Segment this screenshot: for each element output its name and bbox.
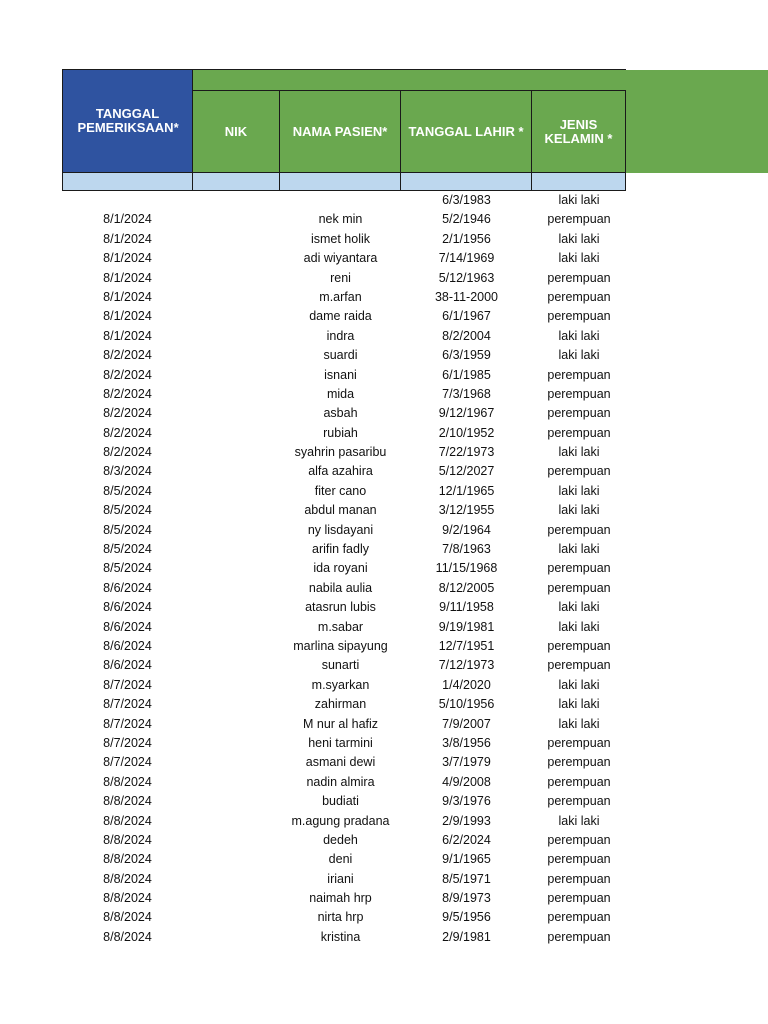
cell-nama-pasien[interactable]: reni <box>330 270 351 285</box>
cell-jenis-kelamin[interactable]: perempuan <box>547 910 611 925</box>
cell-tanggal-pemeriksaan[interactable]: 8/7/2024 <box>103 716 152 731</box>
cell-jenis-kelamin[interactable]: perempuan <box>547 561 611 576</box>
cell-tanggal-pemeriksaan[interactable]: 8/8/2024 <box>103 910 152 925</box>
table-row <box>62 230 626 249</box>
header-nik-label: NIK <box>224 123 248 139</box>
cell-jenis-kelamin[interactable]: perempuan <box>547 774 611 789</box>
cell-nama-pasien[interactable]: fiter cano <box>314 483 367 498</box>
cell-jenis-kelamin[interactable]: perempuan <box>547 464 611 479</box>
cell-tanggal-lahir[interactable]: 9/11/1958 <box>439 600 494 615</box>
cell-tanggal-lahir[interactable]: 4/9/2008 <box>442 774 491 789</box>
cell-jenis-kelamin[interactable]: perempuan <box>547 367 611 382</box>
cell-tanggal-pemeriksaan[interactable]: 8/2/2024 <box>103 367 152 382</box>
table-row <box>62 559 626 578</box>
cell-jenis-kelamin[interactable]: perempuan <box>547 794 611 809</box>
header-tanggal-pemeriksaan-label: TANGGAL PEMERIKSAAN* <box>77 106 179 135</box>
cell-nama-pasien[interactable]: asbah <box>323 406 358 421</box>
cell-nama-pasien[interactable]: kristina <box>320 929 361 944</box>
cell-tanggal-lahir[interactable]: 12/7/1951 <box>438 638 495 653</box>
header-nik[interactable] <box>192 90 280 173</box>
cell-nama-pasien[interactable]: marlina sipayung <box>293 638 388 653</box>
cell-tanggal-pemeriksaan[interactable]: 8/1/2024 <box>103 289 152 304</box>
cell-tanggal-lahir[interactable]: 9/2/1964 <box>442 522 491 537</box>
cell-tanggal-lahir[interactable]: 6/1/1985 <box>442 367 491 382</box>
cell-jenis-kelamin[interactable]: perempuan <box>547 386 611 401</box>
cell-tanggal-pemeriksaan[interactable]: 8/2/2024 <box>103 445 152 460</box>
table-row <box>62 889 626 908</box>
table-row <box>62 637 626 656</box>
cell-nama-pasien[interactable]: heni tarmini <box>308 735 373 750</box>
cell-tanggal-lahir[interactable]: 3/8/1956 <box>442 735 491 750</box>
header-nama-pasien[interactable] <box>279 90 401 173</box>
cell-nama-pasien[interactable]: asmani dewi <box>305 755 376 770</box>
cell-nama-pasien[interactable]: indra <box>326 328 355 343</box>
cell-jenis-kelamin[interactable]: laki laki <box>558 813 600 828</box>
table-row <box>62 676 626 695</box>
cell-jenis-kelamin[interactable]: laki laki <box>558 251 600 266</box>
cell-nama-pasien[interactable]: isnani <box>324 367 357 382</box>
table-row <box>62 831 626 850</box>
cell-tanggal-lahir[interactable]: 38-11-2000 <box>434 289 498 304</box>
cell-nama-pasien[interactable]: M nur al hafiz <box>302 716 379 731</box>
cell-nama-pasien[interactable]: naimah hrp <box>309 891 372 906</box>
cell-tanggal-lahir[interactable]: 9/12/1967 <box>438 406 495 421</box>
cell-jenis-kelamin[interactable]: perempuan <box>547 852 611 867</box>
subheader-cell-lahir[interactable] <box>400 172 532 191</box>
cell-jenis-kelamin[interactable]: perempuan <box>547 580 611 595</box>
cell-tanggal-lahir[interactable]: 9/1/1965 <box>442 852 491 867</box>
table-row <box>62 908 626 927</box>
cell-jenis-kelamin[interactable]: perempuan <box>547 735 611 750</box>
cell-tanggal-pemeriksaan[interactable]: 8/5/2024 <box>103 522 152 537</box>
cell-nama-pasien[interactable]: nadin almira <box>306 774 375 789</box>
table-row <box>62 462 626 481</box>
cell-tanggal-lahir[interactable]: 12/1/1965 <box>438 483 495 498</box>
cell-nama-pasien[interactable]: adi wiyantara <box>303 251 378 266</box>
cell-tanggal-pemeriksaan[interactable]: 8/8/2024 <box>103 929 152 944</box>
cell-nama-pasien[interactable]: ida royani <box>313 561 368 576</box>
table-row <box>62 249 626 268</box>
table-row <box>62 598 626 617</box>
cell-tanggal-lahir[interactable]: 2/10/1952 <box>438 425 495 440</box>
header-jenis-kelamin-label: JENIS KELAMIN * <box>544 116 613 146</box>
cell-nama-pasien[interactable]: m.arfan <box>319 289 362 304</box>
cell-tanggal-pemeriksaan[interactable]: 8/5/2024 <box>103 503 152 518</box>
cell-nama-pasien[interactable]: zahirman <box>314 697 367 712</box>
cell-tanggal-lahir[interactable]: 11/15/1968 <box>435 561 498 576</box>
table-row <box>62 773 626 792</box>
cell-tanggal-lahir[interactable]: 7/9/2007 <box>442 716 491 731</box>
cell-tanggal-pemeriksaan[interactable]: 8/6/2024 <box>103 600 152 615</box>
cell-nama-pasien[interactable]: deni <box>328 852 353 867</box>
table-row <box>62 870 626 889</box>
cell-tanggal-pemeriksaan[interactable]: 8/1/2024 <box>103 212 152 227</box>
cell-nama-pasien[interactable]: sunarti <box>321 658 360 673</box>
cell-tanggal-lahir[interactable]: 5/2/1946 <box>442 212 491 227</box>
table-row <box>62 753 626 772</box>
cell-nama-pasien[interactable]: mida <box>326 386 355 401</box>
cell-tanggal-lahir[interactable]: 6/2/2024 <box>442 832 491 847</box>
cell-nama-pasien[interactable]: suardi <box>323 348 358 363</box>
cell-tanggal-lahir[interactable]: 7/22/1973 <box>438 445 495 460</box>
cell-tanggal-pemeriksaan[interactable]: 8/8/2024 <box>103 794 152 809</box>
header-top-border <box>192 69 626 70</box>
table-row <box>62 715 626 734</box>
cell-tanggal-pemeriksaan[interactable]: 8/1/2024 <box>103 251 152 266</box>
cell-jenis-kelamin[interactable]: laki laki <box>558 231 600 246</box>
cell-nama-pasien[interactable]: ismet holik <box>310 231 371 246</box>
cell-tanggal-lahir[interactable]: 2/1/1956 <box>442 231 491 246</box>
cell-jenis-kelamin[interactable]: perempuan <box>547 755 611 770</box>
cell-tanggal-lahir[interactable]: 8/5/1971 <box>442 871 491 886</box>
cell-tanggal-pemeriksaan[interactable]: 8/5/2024 <box>103 561 152 576</box>
cell-tanggal-lahir[interactable]: 7/8/1963 <box>442 542 491 557</box>
cell-tanggal-lahir[interactable]: 8/2/2004 <box>442 328 491 343</box>
cell-tanggal-lahir[interactable]: 8/12/2005 <box>438 580 495 595</box>
cell-tanggal-lahir[interactable]: 6/3/1959 <box>442 348 491 363</box>
cell-nama-pasien[interactable]: alfa azahira <box>308 464 373 479</box>
cell-nama-pasien[interactable]: rubiah <box>323 425 358 440</box>
cell-jenis-kelamin[interactable]: laki laki <box>558 600 600 615</box>
cell-tanggal-lahir[interactable]: 6/3/1983 <box>442 193 491 207</box>
cell-tanggal-lahir[interactable]: 6/1/1967 <box>442 309 491 324</box>
cell-tanggal-pemeriksaan[interactable]: 8/7/2024 <box>103 735 152 750</box>
table-row <box>62 385 626 404</box>
cell-jenis-kelamin[interactable]: perempuan <box>547 658 611 673</box>
cell-tanggal-lahir[interactable]: 7/14/1969 <box>438 251 495 266</box>
cell-tanggal-pemeriksaan[interactable]: 8/2/2024 <box>103 406 152 421</box>
cell-tanggal-lahir[interactable]: 9/3/1976 <box>442 794 491 809</box>
table-row <box>62 366 626 385</box>
cell-jenis-kelamin[interactable]: laki laki <box>558 503 600 518</box>
table-row <box>62 501 626 520</box>
cell-tanggal-pemeriksaan[interactable]: 8/7/2024 <box>103 697 152 712</box>
table-row <box>62 618 626 637</box>
table-row <box>62 210 626 229</box>
cell-jenis-kelamin[interactable]: perempuan <box>547 289 611 304</box>
cell-nama-pasien[interactable]: iriani <box>327 871 354 886</box>
table-row <box>62 734 626 753</box>
cell-tanggal-lahir[interactable]: 9/19/1981 <box>438 619 495 634</box>
table-row <box>62 540 626 559</box>
cell-tanggal-lahir[interactable]: 5/10/1956 <box>438 697 495 712</box>
cell-nama-pasien[interactable]: syahrin pasaribu <box>294 445 387 460</box>
cell-tanggal-pemeriksaan[interactable]: 8/2/2024 <box>103 386 152 401</box>
table-row <box>62 404 626 423</box>
cell-tanggal-pemeriksaan[interactable]: 8/8/2024 <box>103 832 152 847</box>
cell-tanggal-pemeriksaan[interactable]: 8/6/2024 <box>103 580 152 595</box>
cell-nama-pasien[interactable]: abdul manan <box>304 503 377 518</box>
cell-jenis-kelamin[interactable]: laki laki <box>558 697 600 712</box>
subheader-cell-nik[interactable] <box>192 172 280 191</box>
cell-tanggal-lahir[interactable]: 2/9/1981 <box>442 929 491 944</box>
table-row <box>62 521 626 540</box>
header-jenis-kelamin[interactable] <box>531 90 626 173</box>
cell-nama-pasien[interactable]: m.sabar <box>317 619 364 634</box>
cell-jenis-kelamin[interactable]: perempuan <box>547 212 611 227</box>
cell-jenis-kelamin[interactable]: laki laki <box>558 445 600 460</box>
header-nama-pasien-label: NAMA PASIEN* <box>292 123 388 139</box>
cell-nama-pasien[interactable]: m.syarkan <box>311 677 370 692</box>
header-tanggal-pemeriksaan[interactable] <box>62 69 193 173</box>
cell-jenis-kelamin[interactable]: laki laki <box>558 348 600 363</box>
header-tanggal-lahir-label: TANGGAL LAHIR * <box>408 123 524 139</box>
cell-jenis-kelamin[interactable]: perempuan <box>547 871 611 886</box>
cell-tanggal-pemeriksaan[interactable]: 8/5/2024 <box>103 542 152 557</box>
cell-nama-pasien[interactable]: dedeh <box>323 832 358 847</box>
cell-tanggal-lahir[interactable]: 3/12/1955 <box>438 503 495 518</box>
table-row <box>62 579 626 598</box>
cell-tanggal-pemeriksaan[interactable]: 8/8/2024 <box>103 813 152 828</box>
cell-tanggal-pemeriksaan[interactable]: 8/8/2024 <box>103 871 152 886</box>
cell-jenis-kelamin[interactable]: perempuan <box>547 929 611 944</box>
cell-jenis-kelamin[interactable]: perempuan <box>547 891 611 906</box>
cell-tanggal-pemeriksaan[interactable]: 8/6/2024 <box>103 658 152 673</box>
cell-jenis-kelamin[interactable]: perempuan <box>547 425 611 440</box>
table-row <box>62 482 626 501</box>
cell-tanggal-pemeriksaan[interactable]: 8/7/2024 <box>103 677 152 692</box>
cell-jenis-kelamin[interactable]: perempuan <box>547 406 611 421</box>
cell-nama-pasien[interactable]: atasrun lubis <box>305 600 376 615</box>
table-row <box>62 424 626 443</box>
cell-jenis-kelamin[interactable]: laki laki <box>558 716 600 731</box>
cell-nama-pasien[interactable]: ny lisdayani <box>307 522 374 537</box>
cell-tanggal-pemeriksaan[interactable]: 8/1/2024 <box>103 328 152 343</box>
cell-tanggal-pemeriksaan[interactable]: 8/2/2024 <box>103 425 152 440</box>
cell-jenis-kelamin[interactable]: perempuan <box>547 309 611 324</box>
cell-jenis-kelamin[interactable]: laki laki <box>558 193 600 207</box>
table-row <box>62 928 626 947</box>
cell-nama-pasien[interactable]: budiati <box>322 794 359 809</box>
patient-table-body <box>62 191 626 947</box>
table-row <box>62 191 626 210</box>
cell-tanggal-pemeriksaan[interactable]: 8/2/2024 <box>103 348 152 363</box>
cell-tanggal-pemeriksaan[interactable]: 8/6/2024 <box>103 638 152 653</box>
cell-tanggal-lahir[interactable]: 8/9/1973 <box>442 891 491 906</box>
table-row <box>62 327 626 346</box>
subheader-cell-nama[interactable] <box>279 172 401 191</box>
cell-tanggal-lahir[interactable]: 1/4/2020 <box>442 677 491 692</box>
cell-tanggal-pemeriksaan[interactable]: 8/1/2024 <box>103 309 152 324</box>
cell-nama-pasien[interactable]: arifin fadly <box>312 542 369 557</box>
cell-tanggal-lahir[interactable]: 5/12/2027 <box>438 464 495 479</box>
table-row <box>62 346 626 365</box>
cell-tanggal-pemeriksaan[interactable]: 8/8/2024 <box>103 774 152 789</box>
cell-jenis-kelamin[interactable]: laki laki <box>558 483 600 498</box>
cell-tanggal-pemeriksaan[interactable]: 8/6/2024 <box>103 619 152 634</box>
cell-jenis-kelamin[interactable]: laki laki <box>558 677 600 692</box>
cell-jenis-kelamin[interactable]: perempuan <box>547 270 611 285</box>
cell-nama-pasien[interactable]: nek min <box>318 212 363 227</box>
cell-jenis-kelamin[interactable]: perempuan <box>547 832 611 847</box>
table-row <box>62 269 626 288</box>
cell-tanggal-pemeriksaan[interactable]: 8/8/2024 <box>103 852 152 867</box>
cell-tanggal-lahir[interactable]: 2/9/1993 <box>442 813 491 828</box>
table-row <box>62 656 626 675</box>
table-row <box>62 307 626 326</box>
subheader-cell-jenis[interactable] <box>531 172 626 191</box>
cell-nama-pasien[interactable]: m.agung pradana <box>291 813 390 828</box>
cell-jenis-kelamin[interactable]: laki laki <box>558 328 600 343</box>
cell-tanggal-pemeriksaan[interactable]: 8/8/2024 <box>103 891 152 906</box>
table-row <box>62 443 626 462</box>
cell-nama-pasien[interactable]: dame raida <box>309 309 372 324</box>
cell-tanggal-pemeriksaan[interactable]: 8/3/2024 <box>103 464 152 479</box>
cell-tanggal-pemeriksaan[interactable]: 8/5/2024 <box>103 483 152 498</box>
cell-tanggal-lahir[interactable]: 3/7/1979 <box>442 755 491 770</box>
cell-jenis-kelamin[interactable]: laki laki <box>558 542 600 557</box>
table-row <box>62 792 626 811</box>
cell-tanggal-pemeriksaan[interactable]: 8/1/2024 <box>103 231 152 246</box>
cell-jenis-kelamin[interactable]: laki laki <box>558 619 600 634</box>
cell-tanggal-pemeriksaan[interactable]: 8/1/2024 <box>103 270 152 285</box>
cell-tanggal-lahir[interactable]: 7/3/1968 <box>442 386 491 401</box>
table-row <box>62 812 626 831</box>
table-row <box>62 695 626 714</box>
header-tanggal-lahir[interactable] <box>400 90 532 173</box>
table-row <box>62 288 626 307</box>
cell-jenis-kelamin[interactable]: perempuan <box>547 638 611 653</box>
cell-jenis-kelamin[interactable]: perempuan <box>547 522 611 537</box>
cell-tanggal-lahir[interactable]: 5/12/1963 <box>438 270 495 285</box>
cell-tanggal-lahir[interactable]: 9/5/1956 <box>442 910 491 925</box>
cell-nama-pasien[interactable]: nirta hrp <box>317 910 364 925</box>
subheader-cell-tanggal[interactable] <box>62 172 193 191</box>
cell-tanggal-lahir[interactable]: 7/12/1973 <box>438 658 495 673</box>
table-row <box>62 850 626 869</box>
cell-nama-pasien[interactable]: nabila aulia <box>308 580 373 595</box>
cell-tanggal-pemeriksaan[interactable]: 8/7/2024 <box>103 755 152 770</box>
